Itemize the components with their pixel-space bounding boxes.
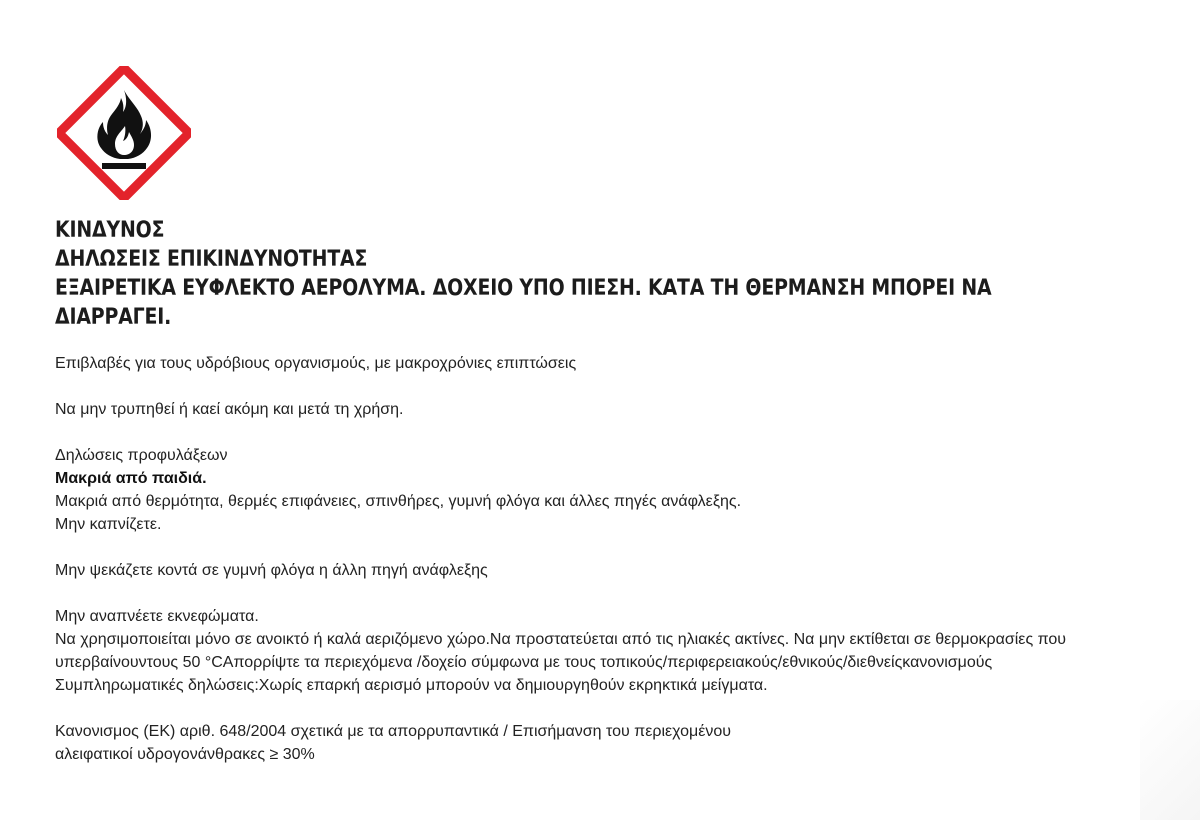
supplementary-text: Συμπληρωματικές δηλώσεις:Χωρίς επαρκή αερισμό μπορούν να δημιουργηθούν εκρηκτικά μείγματα.	[55, 677, 768, 694]
precautions-title: Δηλώσεις προφυλάξεων	[55, 447, 228, 464]
hazard-statement-line2: ΔΙΑΡΡΑΓΕΙ.	[55, 305, 172, 330]
no-pierce-text: Να μην τρυπηθεί ή καεί ακόμη και μετά τη χρήση.	[55, 401, 404, 418]
ventilation-text-line2: υπερβαίνουντους 50 °CΑπορρίψτε τα περιεχόμενα /δοχείο σύμφωνα με τους τοπικούς/περιφερειακούς/εθνικούς/διεθνείςκανονισμούς	[55, 654, 993, 671]
keep-heat-text: Μακριά από θερμότητα, θερμές επιφάνειες, σπινθήρες, γυμνή φλόγα και άλλες πηγές ανάφλεξης.	[55, 493, 742, 510]
signal-word: ΚΙΝΔΥΝΟΣ	[55, 218, 165, 243]
ventilation-text-line1: Να χρησιμοποιείται μόνο σε ανοικτό ή καλά αεριζόμενο χώρο.Να προστατεύεται από τις ηλιακές ακτίνες. Να μην εκτίθεται σε θερμοκρασίες που	[55, 631, 1067, 648]
no-inhale-text: Μην αναπνέετε εκνεφώματα.	[55, 608, 259, 625]
hazard-statement-line1: ΕΞΑΙΡΕΤΙΚΑ ΕΥΦΛΕΚΤΟ ΑΕΡΟΛΥΜΑ. ΔΟΧΕΙΟ ΥΠΟ ΠΙΕΣΗ. ΚΑΤΑ ΤΗ ΘΕΡΜΑΝΣΗ ΜΠΟΡΕΙ ΝΑ	[55, 276, 992, 301]
corner-shadow	[1140, 700, 1200, 820]
hazard-statements-title: ΔΗΛΩΣΕΙΣ ΕΠΙΚΙΝΔΥΝΟΤΗΤΑΣ	[55, 247, 368, 272]
label-body	[55, 352, 1195, 766]
keep-children-text: Μακριά από παιδιά.	[55, 470, 207, 487]
flame-ghs-icon	[57, 66, 191, 200]
hazard-aquatic-text: Επιβλαβές για τους υδρόβιους οργανισμούς, με μακροχρόνιες επιπτώσεις	[55, 355, 577, 372]
regulation-text: Κανονισμος (ΕΚ) αριθ. 648/2004 σχετικά με τα απορρυπαντικά / Επισήμανση του περιεχομένου	[55, 723, 731, 740]
no-spray-text: Μην ψεκάζετε κοντά σε γυμνή φλόγα η άλλη πηγή ανάφλεξης	[55, 562, 488, 579]
no-smoking-text: Μην καπνίζετε.	[55, 516, 162, 533]
composition-text: αλειφατικοί υδρογονάνθρακες ≥ 30%	[55, 746, 315, 763]
hazard-headings	[55, 216, 1165, 332]
